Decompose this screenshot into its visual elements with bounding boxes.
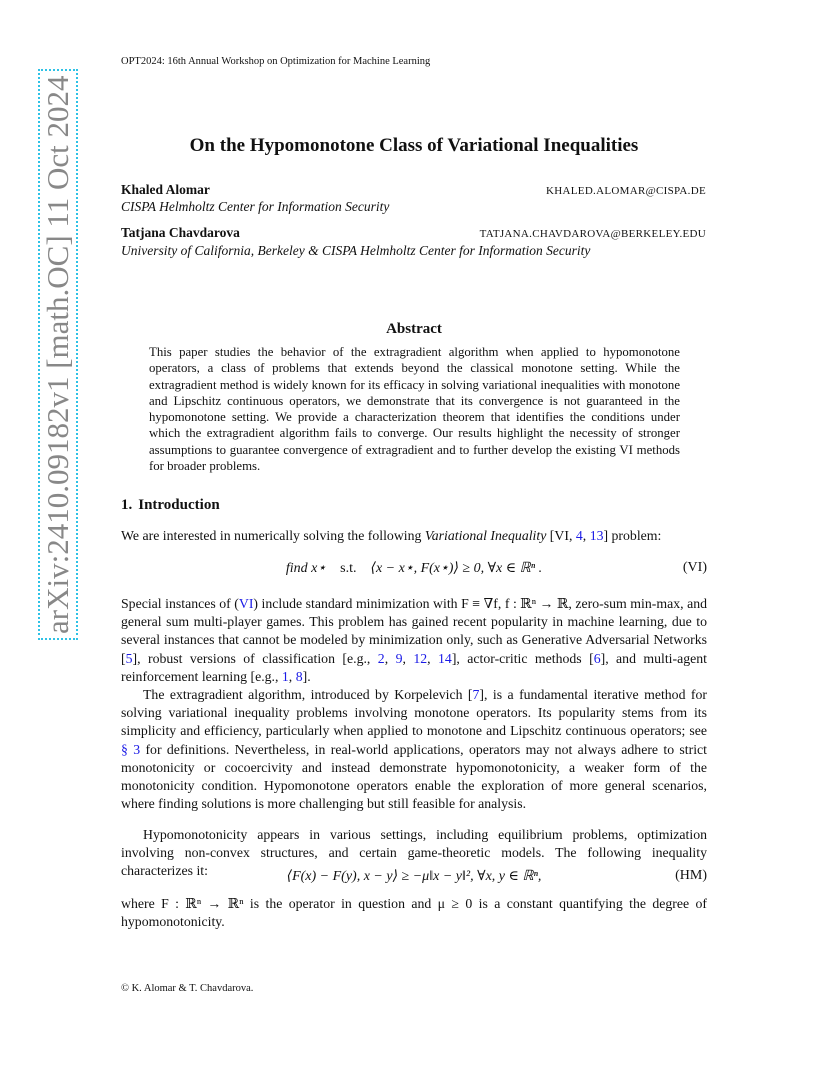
arxiv-stamp[interactable]: arXiv:2410.09182v1 [math.OC] 11 Oct 2024 <box>38 70 78 641</box>
paper-title: On the Hypomonotone Class of Variational Inequalities <box>189 135 639 156</box>
citation-link[interactable]: 12 <box>413 650 428 666</box>
author-name-2: Tatjana Chavdarova <box>121 225 240 240</box>
author-email-1[interactable]: KHALED.ALOMAR@CISPA.DE <box>546 185 706 197</box>
citation-link[interactable]: 9 <box>395 650 403 666</box>
paragraph-3: Hypomonotonicity appears in various settings, including equilibrium problems, optimization involving non-convex structures, and certain game-theoretic models. The following inequality characterizes it: <box>121 827 707 879</box>
citation-link[interactable]: 5 <box>125 650 133 666</box>
citation-link[interactable]: 13 <box>589 528 604 543</box>
citation-link[interactable]: 7 <box>472 687 480 702</box>
equation-vi: find x⋆ s.t. ⟨x − x⋆, F(x⋆)⟩ ≥ 0, ∀x ∈ ℝⁿ . (VI) <box>285 560 707 576</box>
citation-link[interactable]: 4 <box>575 528 583 543</box>
abstract-text: This paper studies the behavior of the extragradient algorithm when applied to hypomonotone operators, a class of problems that extends beyond the classical monotone setting. While the extragradient method is widely known for its efficacy in solving variational inequalities with monotone and Lipschitz continuous operators, we demonstrate that its convergence is not guaranteed in the hypomonotone setting. We provide a characterization theorem that identifies the conditions under which the extragradient algorithm fails to converge. Our results highlight the necessity of stronger assumptions to guarantee convergence of extragradient and to further develop the existing VI methods for broader problems. <box>149 345 680 474</box>
equation-tag-hm: (HM) <box>675 868 707 883</box>
citation-link[interactable]: 14 <box>438 650 452 666</box>
author-affiliation-1: CISPA Helmholtz Center for Information Security <box>121 199 390 214</box>
section-heading <box>121 497 220 514</box>
abstract-heading: Abstract <box>386 321 442 337</box>
section-title: Introduction <box>138 497 220 513</box>
citation-link[interactable]: 1 <box>281 668 289 684</box>
paragraph-2: The extragradient algorithm, introduced by Korpelevich [7], is a fundamental iterative method for solving variational inequality problems involving monotone operators. Its popularity stems from its simplicity and efficiency, particularly when applied to monotone and Lipschitz continuous operators; see § 3 for definitions. Nevertheless, in real-world applications, operators may not always adhere to strict monotonicity or cocoercivity and instead demonstrate hypomonotonicity, a weaker form of the monotonicity condition. Hypomonotone operators enable the exploration of more general scenarios, where finding solutions is more challenging but still feasible for analysis. <box>121 687 707 812</box>
paragraph-1: Special instances of (VI) include standard minimization with F ≡ ∇f, f : ℝⁿ → ℝ, zero-sum min-max, and general sum multi-player games. This problem has gained recent popularity in machine learning, due to several instances that cannot be modeled by minimization only, such as Generative Adversarial Networks [5], robust versions of classification [e.g., 2, 9, 12, 14], actor-critic methods [6], and multi-agent reinforcement learning [e.g., 1, 8]. <box>121 596 707 684</box>
citation-link[interactable]: 2 <box>377 650 385 666</box>
citation-link[interactable]: 6 <box>593 650 601 666</box>
author-name-1: Khaled Alomar <box>121 182 210 197</box>
author-affiliation-2: University of California, Berkeley & CISPA Helmholtz Center for Information Security <box>121 243 591 258</box>
equation-link[interactable]: VI <box>238 596 254 611</box>
author-email-2[interactable]: TATJANA.CHAVDAROVA@BERKELEY.EDU <box>479 228 706 240</box>
copyright-footer: © K. Alomar & T. Chavdarova. <box>121 983 254 994</box>
equation-tag-vi: (VI) <box>682 560 707 575</box>
citation-link[interactable]: 8 <box>295 668 303 684</box>
running-head: OPT2024: 16th Annual Workshop on Optimization for Machine Learning <box>121 56 431 67</box>
section-link[interactable]: § 3 <box>121 741 141 757</box>
paragraph-4: where F : ℝⁿ → ℝⁿ is the operator in question and μ ≥ 0 is a constant quantifying the degree of hypomonotonicity. <box>121 896 707 930</box>
section-number: 1. <box>121 497 133 513</box>
intro-sentence: We are interested in numerically solving the following Variational Inequality [VI, 4, 13] problem: <box>121 528 662 543</box>
equation-hm: ⟨F(x) − F(y), x − y⟩ ≥ −μ‖x − y‖², ∀x, y ∈ ℝⁿ, (HM) <box>286 868 707 884</box>
